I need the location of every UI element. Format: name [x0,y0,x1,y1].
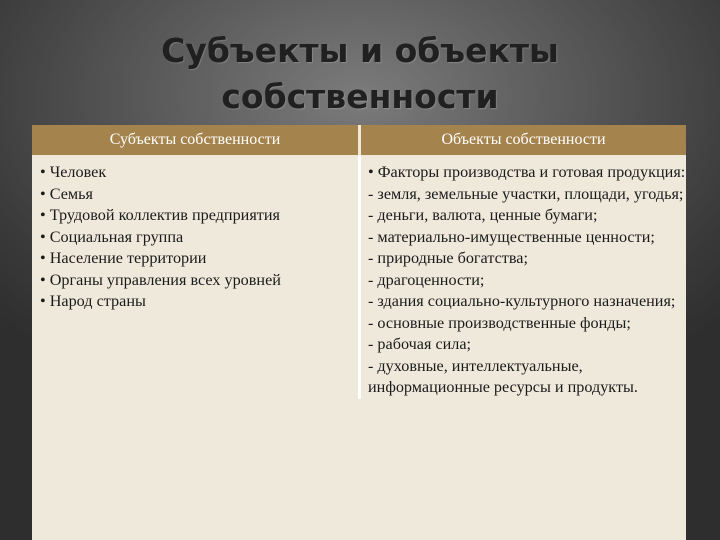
subject-item: • Трудовой коллектив предприятия [40,206,280,224]
object-item: - природные богатства; [368,249,528,267]
object-item: - рабочая сила; [368,335,472,353]
subject-item: • Народ страны [40,292,146,310]
object-item: - основные производственные фонды; [368,313,631,332]
header-subjects: Субъекты собственности [32,125,360,155]
table-row [32,155,686,399]
slide-title [0,28,720,120]
object-item: - материально-имущественные ценности; [368,227,655,246]
subjects-cell [32,155,360,399]
slide-title-line1: Субъекты и объекты [161,31,559,70]
subject-item: • Человек [40,163,107,181]
object-item: - земля, земельные участки, площади, угодья; [368,184,684,203]
object-item: - духовные, интеллектуальные, информационные ресурсы и продукты. [368,356,638,396]
object-item: - здания социально-культурного назначения; [368,292,676,310]
subject-item: • Социальная группа [40,227,184,246]
slide-title-line2: собственности [221,77,499,116]
object-item: - драгоценности; [368,270,485,289]
header-objects: Объекты собственности [360,125,687,155]
object-item: • Факторы производства и готовая продукция: [368,163,686,181]
subject-item: • Население территории [40,249,207,267]
ownership-table [32,125,686,399]
subject-item: • Семья [40,184,93,203]
ownership-table-container [32,125,686,540]
objects-cell [360,155,687,399]
subject-item: • Органы управления всех уровней [40,270,281,289]
object-item: - деньги, валюта, ценные бумаги; [368,206,598,224]
table-header-row [32,125,686,155]
